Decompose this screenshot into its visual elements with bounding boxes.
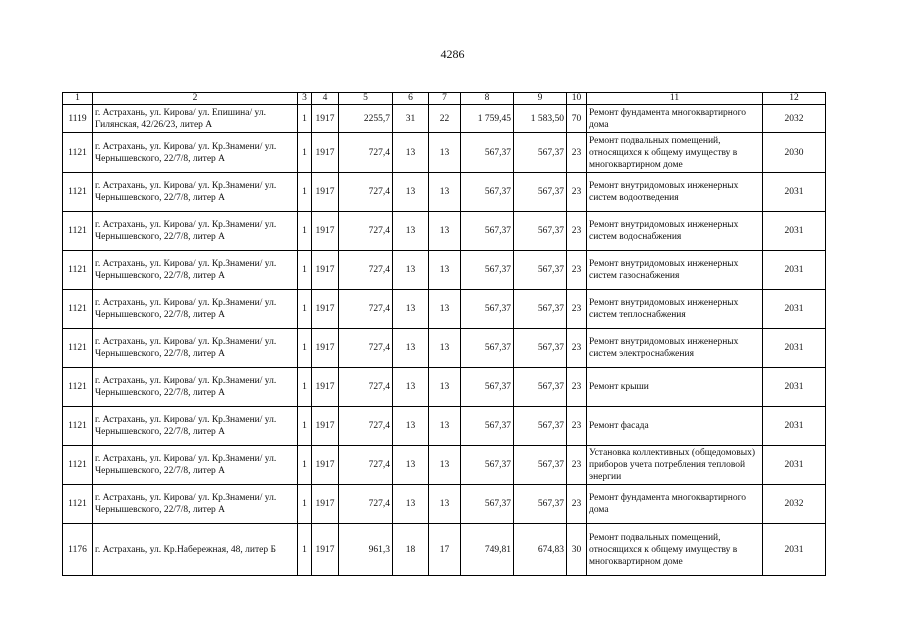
value-cell: 13	[393, 485, 429, 524]
value-cell: 13	[429, 407, 461, 446]
column-number: 12	[763, 93, 826, 105]
address-cell: г. Астрахань, ул. Кирова/ ул. Епишина/ ул. Гилянская, 42/26/23, литер А	[93, 105, 298, 133]
row-number-cell: 1121	[63, 133, 93, 173]
table-row	[63, 407, 826, 446]
table-row	[63, 251, 826, 290]
value-cell: 13	[429, 251, 461, 290]
area-cell: 727,4	[339, 329, 393, 368]
column-number-row	[63, 93, 826, 105]
count-cell: 1	[298, 446, 312, 485]
work-type-cell: Ремонт внутридомовых инженерных систем водоотведения	[587, 173, 763, 212]
table-row	[63, 368, 826, 407]
address-cell: г. Астрахань, ул. Кирова/ ул. Кр.Знамени/ ул. Чернышевского, 22/7/8, литер А	[93, 368, 298, 407]
value-cell: 23	[567, 251, 587, 290]
value-cell: 567,37	[461, 290, 514, 329]
value-cell: 1 759,45	[461, 105, 514, 133]
value-cell: 23	[567, 212, 587, 251]
value-cell: 13	[429, 485, 461, 524]
address-cell: г. Астрахань, ул. Кирова/ ул. Кр.Знамени/ ул. Чернышевского, 22/7/8, литер А	[93, 485, 298, 524]
year-built-cell: 1917	[312, 173, 339, 212]
work-type-cell: Ремонт крыши	[587, 368, 763, 407]
year-built-cell: 1917	[312, 446, 339, 485]
area-cell: 727,4	[339, 212, 393, 251]
value-cell: 567,37	[514, 290, 567, 329]
planned-year-cell: 2031	[763, 446, 826, 485]
work-type-cell: Ремонт внутридомовых инженерных систем газоснабжения	[587, 251, 763, 290]
value-cell: 13	[429, 446, 461, 485]
value-cell: 13	[393, 329, 429, 368]
work-type-cell: Ремонт внутридомовых инженерных систем электроснабжения	[587, 329, 763, 368]
repair-plan-table	[62, 92, 826, 576]
area-cell: 961,3	[339, 524, 393, 576]
value-cell: 567,37	[461, 407, 514, 446]
value-cell: 23	[567, 133, 587, 173]
count-cell: 1	[298, 368, 312, 407]
column-number: 10	[567, 93, 587, 105]
year-built-cell: 1917	[312, 407, 339, 446]
planned-year-cell: 2031	[763, 368, 826, 407]
row-number-cell: 1176	[63, 524, 93, 576]
planned-year-cell: 2031	[763, 212, 826, 251]
value-cell: 567,37	[514, 212, 567, 251]
year-built-cell: 1917	[312, 290, 339, 329]
row-number-cell: 1121	[63, 329, 93, 368]
value-cell: 13	[429, 212, 461, 251]
value-cell: 13	[393, 368, 429, 407]
count-cell: 1	[298, 329, 312, 368]
value-cell: 567,37	[461, 368, 514, 407]
address-cell: г. Астрахань, ул. Кирова/ ул. Кр.Знамени/ ул. Чернышевского, 22/7/8, литер А	[93, 329, 298, 368]
year-built-cell: 1917	[312, 368, 339, 407]
address-cell: г. Астрахань, ул. Кирова/ ул. Кр.Знамени/ ул. Чернышевского, 22/7/8, литер А	[93, 251, 298, 290]
value-cell: 70	[567, 105, 587, 133]
column-number: 7	[429, 93, 461, 105]
area-cell: 727,4	[339, 173, 393, 212]
value-cell: 23	[567, 290, 587, 329]
value-cell: 567,37	[514, 368, 567, 407]
value-cell: 31	[393, 105, 429, 133]
value-cell: 567,37	[514, 485, 567, 524]
table-row	[63, 105, 826, 133]
value-cell: 13	[393, 133, 429, 173]
planned-year-cell: 2031	[763, 524, 826, 576]
value-cell: 13	[393, 173, 429, 212]
column-number: 4	[312, 93, 339, 105]
value-cell: 23	[567, 407, 587, 446]
value-cell: 674,83	[514, 524, 567, 576]
value-cell: 23	[567, 446, 587, 485]
value-cell: 23	[567, 368, 587, 407]
work-type-cell: Ремонт фундамента многоквартирного дома	[587, 485, 763, 524]
value-cell: 567,37	[461, 446, 514, 485]
value-cell: 22	[429, 105, 461, 133]
value-cell: 567,37	[461, 251, 514, 290]
value-cell: 567,37	[514, 133, 567, 173]
value-cell: 13	[393, 251, 429, 290]
work-type-cell: Ремонт фундамента многоквартирного дома	[587, 105, 763, 133]
row-number-cell: 1121	[63, 446, 93, 485]
planned-year-cell: 2032	[763, 105, 826, 133]
table-row	[63, 173, 826, 212]
page-number: 4286	[440, 47, 465, 61]
value-cell: 23	[567, 329, 587, 368]
value-cell: 13	[429, 133, 461, 173]
value-cell: 567,37	[514, 173, 567, 212]
value-cell: 567,37	[461, 329, 514, 368]
planned-year-cell: 2032	[763, 485, 826, 524]
area-cell: 727,4	[339, 446, 393, 485]
table-row	[63, 212, 826, 251]
count-cell: 1	[298, 485, 312, 524]
value-cell: 13	[429, 290, 461, 329]
value-cell: 13	[393, 446, 429, 485]
value-cell: 13	[393, 290, 429, 329]
work-type-cell: Ремонт фасада	[587, 407, 763, 446]
planned-year-cell: 2031	[763, 290, 826, 329]
area-cell: 727,4	[339, 368, 393, 407]
address-cell: г. Астрахань, ул. Кирова/ ул. Кр.Знамени/ ул. Чернышевского, 22/7/8, литер А	[93, 290, 298, 329]
area-cell: 727,4	[339, 251, 393, 290]
value-cell: 13	[429, 173, 461, 212]
table-row	[63, 524, 826, 576]
value-cell: 18	[393, 524, 429, 576]
address-cell: г. Астрахань, ул. Кирова/ ул. Кр.Знамени/ ул. Чернышевского, 22/7/8, литер А	[93, 173, 298, 212]
row-number-cell: 1121	[63, 485, 93, 524]
planned-year-cell: 2031	[763, 407, 826, 446]
value-cell: 13	[429, 368, 461, 407]
year-built-cell: 1917	[312, 329, 339, 368]
row-number-cell: 1119	[63, 105, 93, 133]
value-cell: 567,37	[514, 407, 567, 446]
year-built-cell: 1917	[312, 212, 339, 251]
count-cell: 1	[298, 173, 312, 212]
count-cell: 1	[298, 524, 312, 576]
year-built-cell: 1917	[312, 133, 339, 173]
area-cell: 727,4	[339, 407, 393, 446]
value-cell: 13	[393, 407, 429, 446]
row-number-cell: 1121	[63, 212, 93, 251]
row-number-cell: 1121	[63, 407, 93, 446]
table-row	[63, 329, 826, 368]
value-cell: 23	[567, 173, 587, 212]
planned-year-cell: 2031	[763, 329, 826, 368]
column-number: 11	[587, 93, 763, 105]
value-cell: 567,37	[461, 173, 514, 212]
row-number-cell: 1121	[63, 368, 93, 407]
value-cell: 749,81	[461, 524, 514, 576]
table-row	[63, 446, 826, 485]
table-row	[63, 133, 826, 173]
row-number-cell: 1121	[63, 290, 93, 329]
column-number: 9	[514, 93, 567, 105]
column-number: 1	[63, 93, 93, 105]
value-cell: 13	[429, 329, 461, 368]
year-built-cell: 1917	[312, 524, 339, 576]
value-cell: 13	[393, 212, 429, 251]
value-cell: 567,37	[461, 212, 514, 251]
address-cell: г. Астрахань, ул. Кирова/ ул. Кр.Знамени/ ул. Чернышевского, 22/7/8, литер А	[93, 133, 298, 173]
value-cell: 567,37	[514, 329, 567, 368]
area-cell: 727,4	[339, 485, 393, 524]
count-cell: 1	[298, 290, 312, 329]
value-cell: 567,37	[514, 251, 567, 290]
address-cell: г. Астрахань, ул. Кирова/ ул. Кр.Знамени/ ул. Чернышевского, 22/7/8, литер А	[93, 446, 298, 485]
year-built-cell: 1917	[312, 105, 339, 133]
area-cell: 2255,7	[339, 105, 393, 133]
table-row	[63, 290, 826, 329]
value-cell: 17	[429, 524, 461, 576]
column-number: 8	[461, 93, 514, 105]
value-cell: 567,37	[461, 133, 514, 173]
column-number: 2	[93, 93, 298, 105]
work-type-cell: Ремонт подвальных помещений, относящихся к общему имуществу в многоквартирном доме	[587, 524, 763, 576]
address-cell: г. Астрахань, ул. Кирова/ ул. Кр.Знамени/ ул. Чернышевского, 22/7/8, литер А	[93, 407, 298, 446]
count-cell: 1	[298, 251, 312, 290]
value-cell: 30	[567, 524, 587, 576]
year-built-cell: 1917	[312, 251, 339, 290]
address-cell: г. Астрахань, ул. Кр.Набережная, 48, литер Б	[93, 524, 298, 576]
count-cell: 1	[298, 105, 312, 133]
work-type-cell: Ремонт внутридомовых инженерных систем теплоснабжения	[587, 290, 763, 329]
value-cell: 567,37	[514, 446, 567, 485]
work-type-cell: Ремонт внутридомовых инженерных систем водоснабжения	[587, 212, 763, 251]
value-cell: 1 583,50	[514, 105, 567, 133]
address-cell: г. Астрахань, ул. Кирова/ ул. Кр.Знамени/ ул. Чернышевского, 22/7/8, литер А	[93, 212, 298, 251]
count-cell: 1	[298, 133, 312, 173]
planned-year-cell: 2031	[763, 251, 826, 290]
work-type-cell: Установка коллективных (общедомовых) приборов учета потребления тепловой энергии	[587, 446, 763, 485]
work-type-cell: Ремонт подвальных помещений, относящихся к общему имуществу в многоквартирном доме	[587, 133, 763, 173]
column-number: 5	[339, 93, 393, 105]
column-number: 3	[298, 93, 312, 105]
count-cell: 1	[298, 212, 312, 251]
year-built-cell: 1917	[312, 485, 339, 524]
area-cell: 727,4	[339, 133, 393, 173]
planned-year-cell: 2031	[763, 173, 826, 212]
planned-year-cell: 2030	[763, 133, 826, 173]
row-number-cell: 1121	[63, 251, 93, 290]
count-cell: 1	[298, 407, 312, 446]
row-number-cell: 1121	[63, 173, 93, 212]
column-number: 6	[393, 93, 429, 105]
table-row	[63, 485, 826, 524]
area-cell: 727,4	[339, 290, 393, 329]
value-cell: 567,37	[461, 485, 514, 524]
value-cell: 23	[567, 485, 587, 524]
